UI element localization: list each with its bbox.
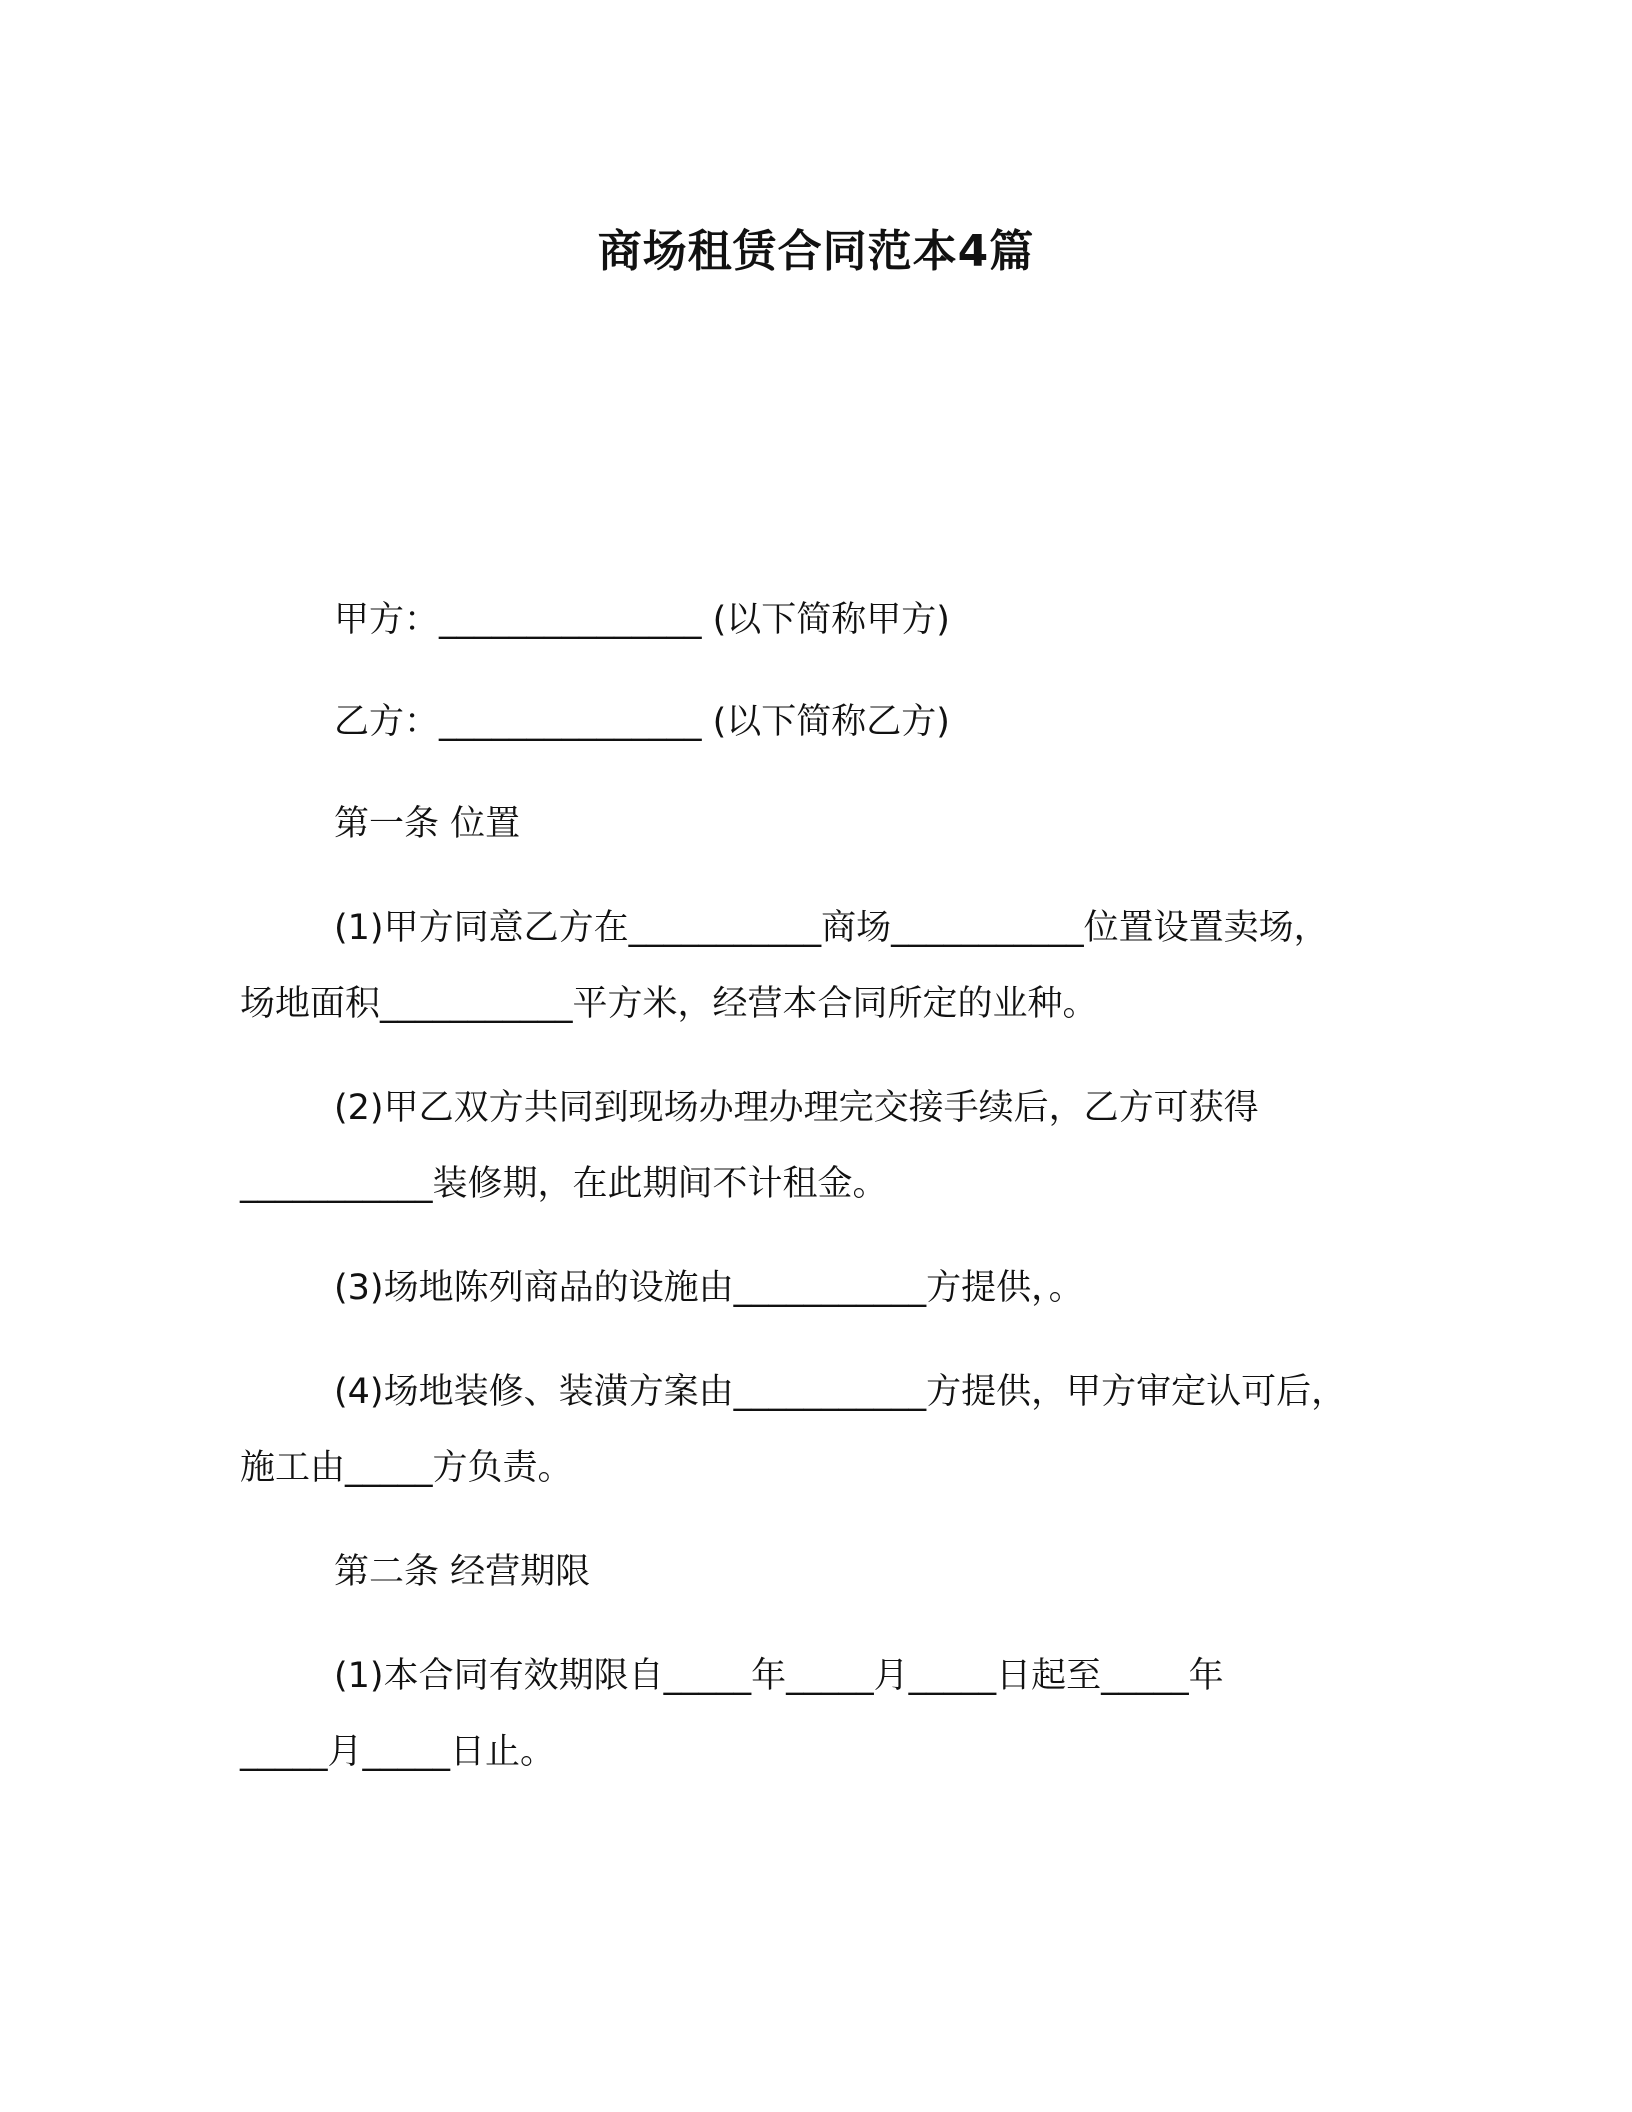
party-a-line: 甲方：_______________ (以下简称甲方): [334, 600, 950, 640]
document-title: 商场租赁合同范本4篇: [597, 226, 1035, 277]
clause-1-1-line-2: 场地面积___________平方米，经营本合同所定的业种。: [240, 984, 1098, 1024]
article-1-heading: 第一条 位置: [334, 804, 521, 844]
clause-1-2-line-1: (2)甲乙双方共同到现场办理办理完交接手续后，乙方可获得: [334, 1088, 1259, 1128]
party-b-line: 乙方：_______________ (以下简称乙方): [334, 702, 950, 742]
clause-2-1-line-1: (1)本合同有效期限自_____年_____月_____日起至_____年: [334, 1656, 1224, 1696]
clause-1-3: (3)场地陈列商品的设施由___________方提供，。: [334, 1268, 1084, 1308]
clause-1-4-line-2: 施工由_____方负责。: [240, 1448, 573, 1488]
clause-2-1-line-2: _____月_____日止。: [240, 1732, 556, 1772]
clause-1-1-line-1: (1)甲方同意乙方在___________商场___________位置设置卖场，: [334, 908, 1329, 948]
clause-1-4-line-1: (4)场地装修、装潢方案由___________方提供，甲方审定认可后，: [334, 1372, 1347, 1412]
article-2-heading: 第二条 经营期限: [334, 1552, 591, 1592]
clause-1-2-line-2: ___________装修期，在此期间不计租金。: [240, 1164, 888, 1204]
